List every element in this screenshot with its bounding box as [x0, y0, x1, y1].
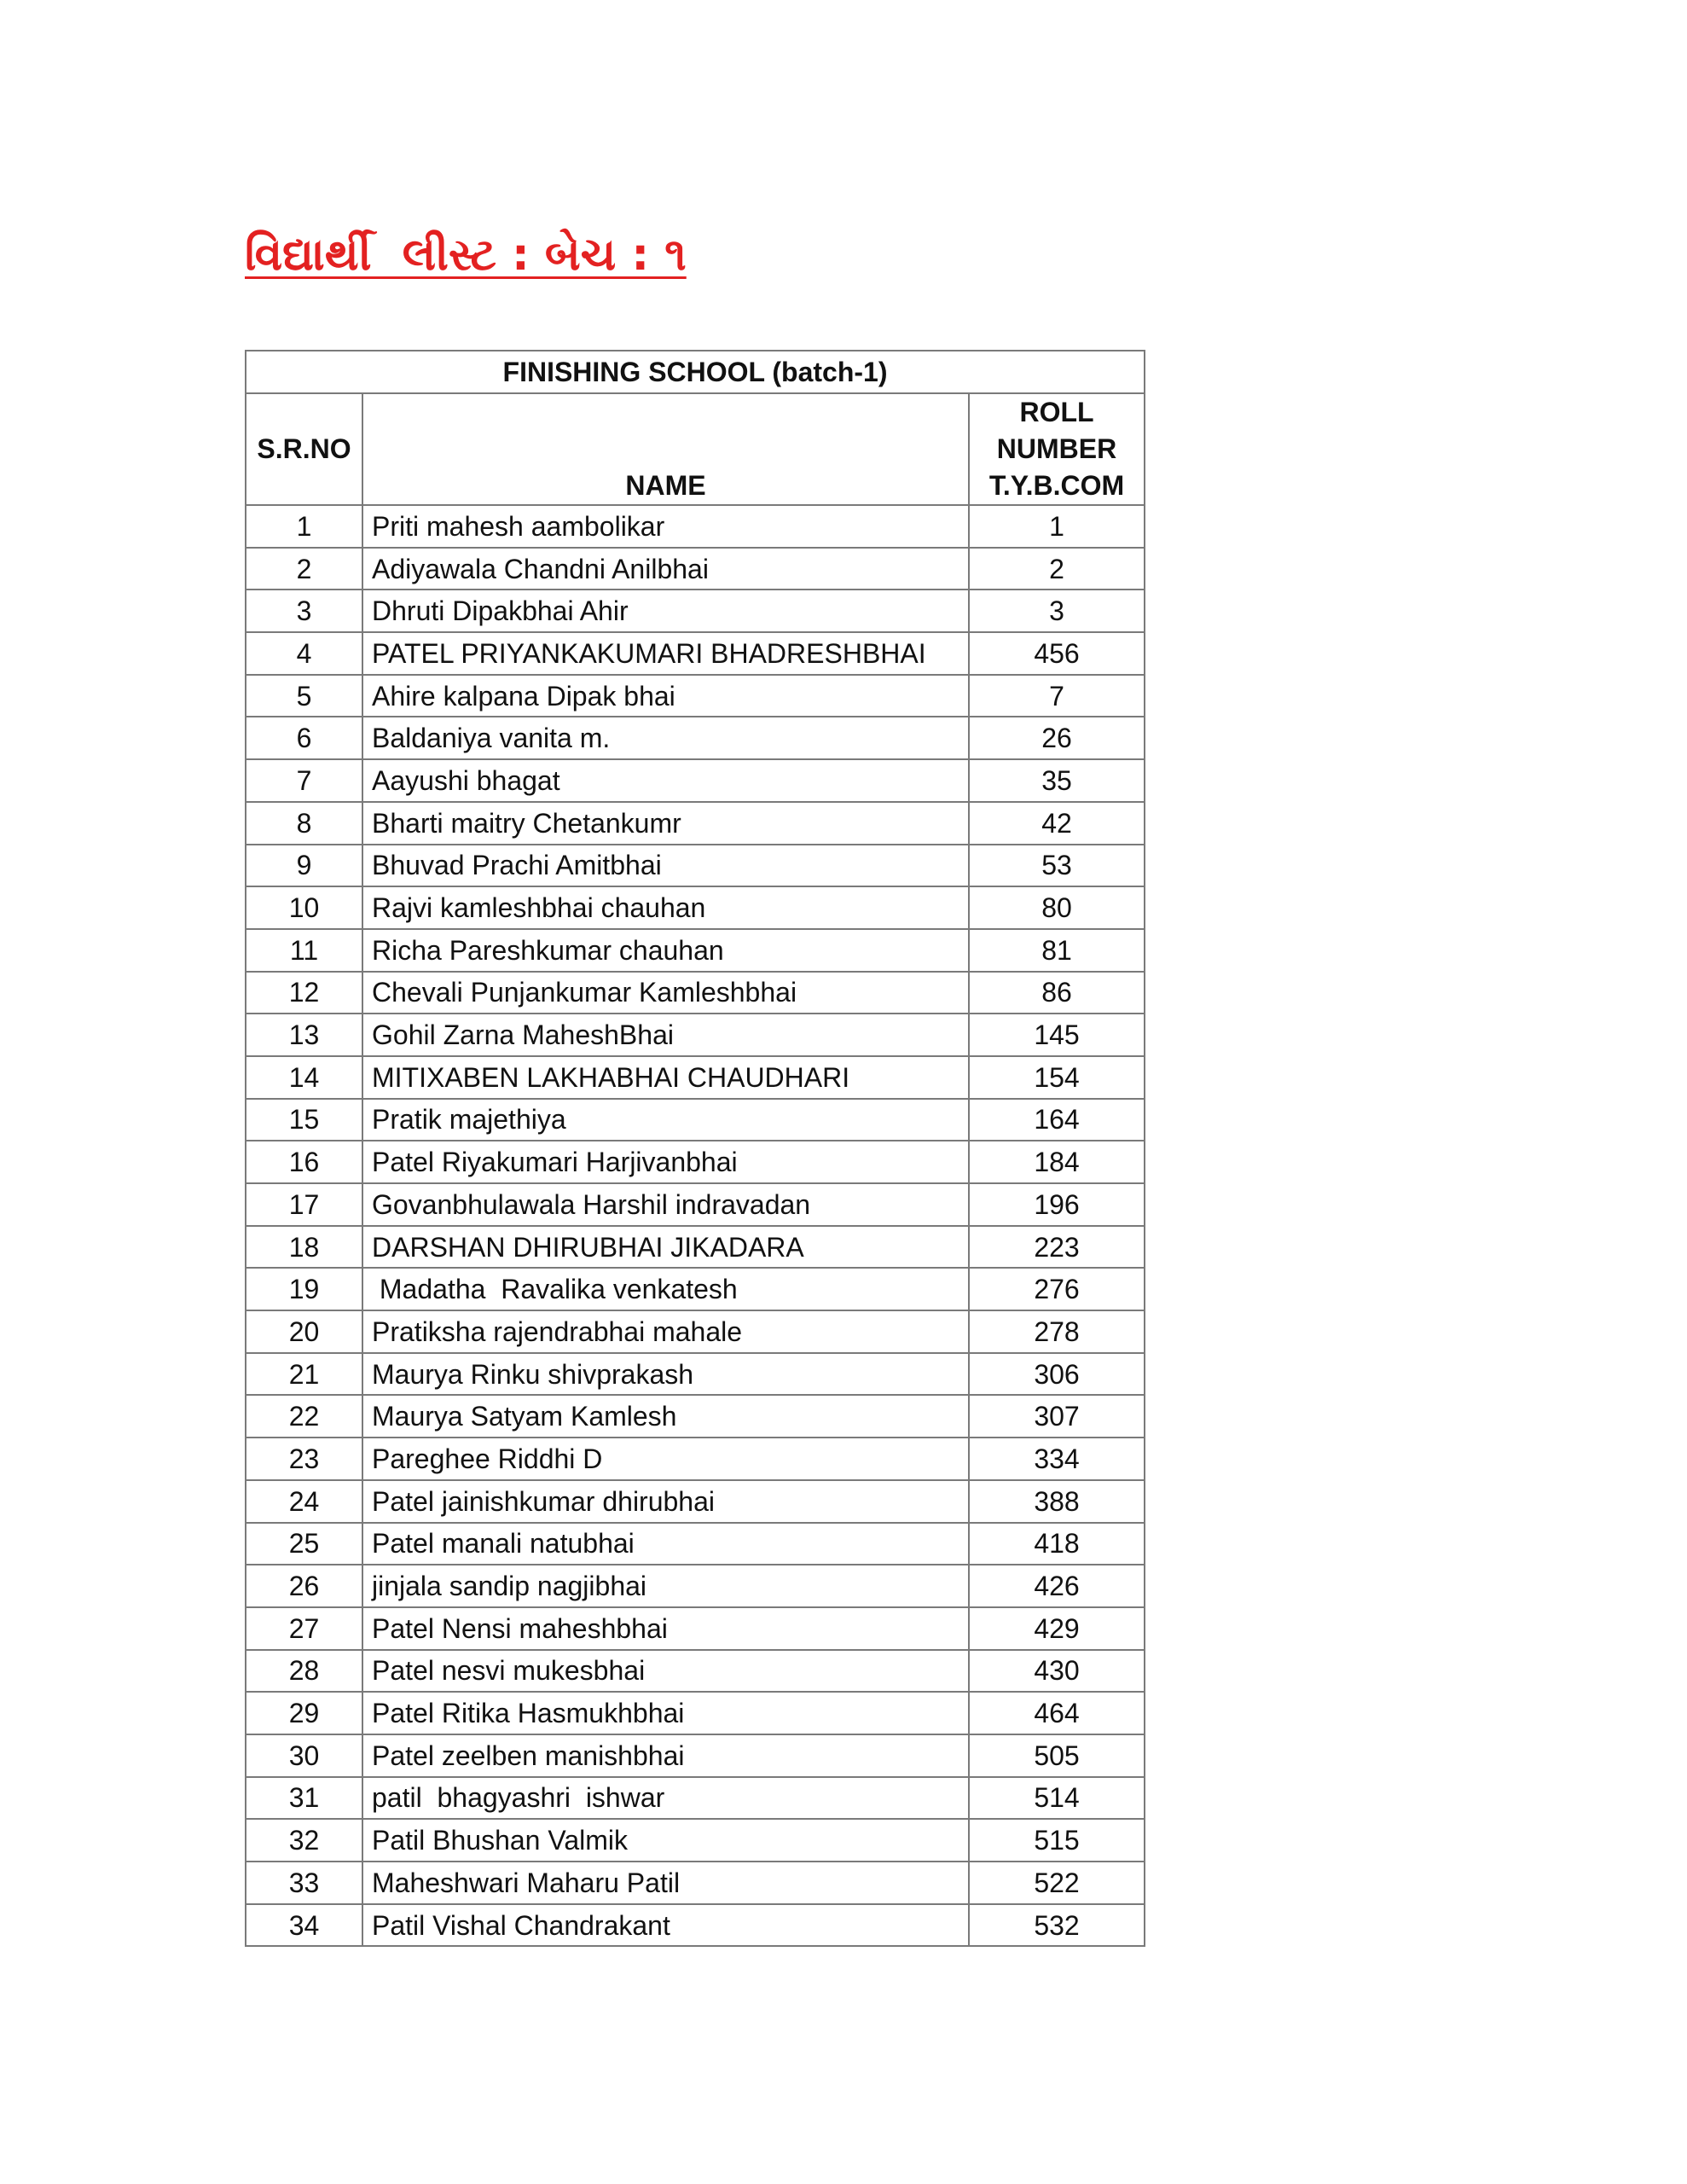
roll-number-cell: 145	[969, 1014, 1145, 1056]
roll-number-cell: 196	[969, 1183, 1145, 1226]
table-row	[246, 590, 1145, 632]
roll-number-column-header	[969, 393, 1145, 505]
name-cell: Priti mahesh aambolikar	[362, 505, 969, 548]
srno-cell: 15	[246, 1099, 362, 1141]
name-cell: Aayushi bhagat	[362, 759, 969, 802]
name-cell: jinjala sandip nagjibhai	[362, 1565, 969, 1607]
srno-cell: 2	[246, 548, 362, 590]
srno-cell: 17	[246, 1183, 362, 1226]
srno-cell: 33	[246, 1862, 362, 1904]
srno-cell: 12	[246, 972, 362, 1014]
roll-header-line-2: NUMBER	[996, 433, 1117, 464]
srno-cell: 13	[246, 1014, 362, 1056]
srno-cell: 4	[246, 632, 362, 675]
roll-number-cell: 306	[969, 1353, 1145, 1396]
srno-cell: 23	[246, 1438, 362, 1480]
name-cell: Patel Nensi maheshbhai	[362, 1607, 969, 1650]
srno-cell: 5	[246, 675, 362, 717]
srno-cell: 16	[246, 1141, 362, 1183]
srno-cell: 30	[246, 1734, 362, 1777]
roll-number-cell: 35	[969, 759, 1145, 802]
table-row	[246, 1565, 1145, 1607]
name-cell: patil bhagyashri ishwar	[362, 1777, 969, 1820]
name-cell: Patel Riyakumari Harjivanbhai	[362, 1141, 969, 1183]
name-cell: Ahire kalpana Dipak bhai	[362, 675, 969, 717]
roll-number-cell: 278	[969, 1310, 1145, 1353]
table-row	[246, 548, 1145, 590]
roll-number-cell: 514	[969, 1777, 1145, 1820]
roll-number-cell: 53	[969, 845, 1145, 887]
table-row	[246, 1607, 1145, 1650]
name-cell: Madatha Ravalika venkatesh	[362, 1268, 969, 1310]
name-cell: Patel zeelben manishbhai	[362, 1734, 969, 1777]
table-row	[246, 1056, 1145, 1099]
name-cell: MITIXABEN LAKHABHAI CHAUDHARI	[362, 1056, 969, 1099]
srno-cell: 27	[246, 1607, 362, 1650]
name-cell: Maurya Rinku shivprakash	[362, 1353, 969, 1396]
table-row	[246, 759, 1145, 802]
name-cell: DARSHAN DHIRUBHAI JIKADARA	[362, 1226, 969, 1269]
table-row	[246, 1862, 1145, 1904]
table-row	[246, 505, 1145, 548]
table-row	[246, 1310, 1145, 1353]
roll-number-cell: 522	[969, 1862, 1145, 1904]
srno-cell: 10	[246, 886, 362, 929]
roll-number-cell: 515	[969, 1819, 1145, 1862]
name-cell: Richa Pareshkumar chauhan	[362, 929, 969, 972]
name-cell: Dhruti Dipakbhai Ahir	[362, 590, 969, 632]
table-row	[246, 929, 1145, 972]
table-row	[246, 1904, 1145, 1947]
srno-cell: 22	[246, 1395, 362, 1438]
srno-cell: 18	[246, 1226, 362, 1269]
roll-number-cell: 3	[969, 590, 1145, 632]
roll-number-cell: 7	[969, 675, 1145, 717]
roll-number-cell: 388	[969, 1480, 1145, 1523]
name-cell: PATEL PRIYANKAKUMARI BHADRESHBHAI	[362, 632, 969, 675]
srno-cell: 3	[246, 590, 362, 632]
table-header-row	[246, 393, 1145, 505]
roll-number-cell: 86	[969, 972, 1145, 1014]
table-row	[246, 1183, 1145, 1226]
name-cell: Pratik majethiya	[362, 1099, 969, 1141]
table-row	[246, 1141, 1145, 1183]
srno-cell: 26	[246, 1565, 362, 1607]
roll-number-cell: 184	[969, 1141, 1145, 1183]
table-row	[246, 1650, 1145, 1693]
table-row	[246, 1480, 1145, 1523]
srno-cell: 7	[246, 759, 362, 802]
table-row	[246, 1438, 1145, 1480]
table-row	[246, 1523, 1145, 1565]
srno-cell: 21	[246, 1353, 362, 1396]
table-row	[246, 1099, 1145, 1141]
table-row	[246, 632, 1145, 675]
roll-number-cell: 532	[969, 1904, 1145, 1947]
srno-cell: 6	[246, 717, 362, 759]
srno-cell: 32	[246, 1819, 362, 1862]
roll-number-cell: 80	[969, 886, 1145, 929]
name-column-header: NAME	[362, 393, 969, 505]
name-cell: Patil Bhushan Valmik	[362, 1819, 969, 1862]
srno-cell: 1	[246, 505, 362, 548]
table-row	[246, 802, 1145, 845]
roll-number-cell: 276	[969, 1268, 1145, 1310]
name-cell: Chevali Punjankumar Kamleshbhai	[362, 972, 969, 1014]
roll-number-cell: 456	[969, 632, 1145, 675]
roll-number-cell: 334	[969, 1438, 1145, 1480]
name-cell: Maheshwari Maharu Patil	[362, 1862, 969, 1904]
name-cell: Baldaniya vanita m.	[362, 717, 969, 759]
name-cell: Patil Vishal Chandrakant	[362, 1904, 969, 1947]
roll-number-cell: 154	[969, 1056, 1145, 1099]
table-title-row	[246, 351, 1145, 393]
srno-cell: 31	[246, 1777, 362, 1820]
table-row	[246, 1819, 1145, 1862]
roll-header-line-3: T.Y.B.COM	[988, 470, 1125, 501]
srno-cell: 28	[246, 1650, 362, 1693]
srno-cell: 34	[246, 1904, 362, 1947]
roll-header-line-1: ROLL	[1019, 397, 1094, 427]
name-cell: Bhuvad Prachi Amitbhai	[362, 845, 969, 887]
roll-number-cell: 223	[969, 1226, 1145, 1269]
name-cell: Govanbhulawala Harshil indravadan	[362, 1183, 969, 1226]
name-cell: Rajvi kamleshbhai chauhan	[362, 886, 969, 929]
roll-number-cell: 1	[969, 505, 1145, 548]
roll-number-cell: 505	[969, 1734, 1145, 1777]
srno-cell: 8	[246, 802, 362, 845]
roll-number-cell: 430	[969, 1650, 1145, 1693]
table-row	[246, 1014, 1145, 1056]
roll-number-cell: 42	[969, 802, 1145, 845]
name-cell: Patel nesvi mukesbhai	[362, 1650, 969, 1693]
srno-column-header: S.R.NO	[246, 393, 362, 505]
name-cell: Bharti maitry Chetankumr	[362, 802, 969, 845]
roll-number-cell: 164	[969, 1099, 1145, 1141]
table-row	[246, 1226, 1145, 1269]
table-row	[246, 845, 1145, 887]
srno-cell: 9	[246, 845, 362, 887]
table-row	[246, 972, 1145, 1014]
srno-cell: 24	[246, 1480, 362, 1523]
name-cell: Patel manali natubhai	[362, 1523, 969, 1565]
roll-number-cell: 307	[969, 1395, 1145, 1438]
roll-number-cell: 418	[969, 1523, 1145, 1565]
roll-number-cell: 464	[969, 1692, 1145, 1734]
table-row	[246, 1777, 1145, 1820]
table-row	[246, 717, 1145, 759]
srno-cell: 20	[246, 1310, 362, 1353]
name-cell: Patel Ritika Hasmukhbhai	[362, 1692, 969, 1734]
name-cell: Pareghee Riddhi D	[362, 1438, 969, 1480]
srno-cell: 25	[246, 1523, 362, 1565]
table-row	[246, 1692, 1145, 1734]
name-cell: Pratiksha rajendrabhai mahale	[362, 1310, 969, 1353]
roll-number-cell: 26	[969, 717, 1145, 759]
roll-number-cell: 2	[969, 548, 1145, 590]
table-row	[246, 1395, 1145, 1438]
page-heading: વિદ્યાર્થી લીસ્ટ : બેચ : ૧	[245, 229, 687, 281]
table-row	[246, 675, 1145, 717]
student-list-table	[245, 350, 1145, 1947]
name-cell: Gohil Zarna MaheshBhai	[362, 1014, 969, 1056]
roll-number-cell: 426	[969, 1565, 1145, 1607]
table-row	[246, 886, 1145, 929]
table-body	[246, 505, 1145, 1946]
srno-cell: 11	[246, 929, 362, 972]
roll-number-cell: 429	[969, 1607, 1145, 1650]
srno-cell: 14	[246, 1056, 362, 1099]
table-row	[246, 1353, 1145, 1396]
table-title: FINISHING SCHOOL (batch-1)	[246, 351, 1145, 393]
table-row	[246, 1734, 1145, 1777]
table-row	[246, 1268, 1145, 1310]
srno-cell: 19	[246, 1268, 362, 1310]
name-cell: Maurya Satyam Kamlesh	[362, 1395, 969, 1438]
roll-number-cell: 81	[969, 929, 1145, 972]
name-cell: Patel jainishkumar dhirubhai	[362, 1480, 969, 1523]
name-cell: Adiyawala Chandni Anilbhai	[362, 548, 969, 590]
srno-cell: 29	[246, 1692, 362, 1734]
